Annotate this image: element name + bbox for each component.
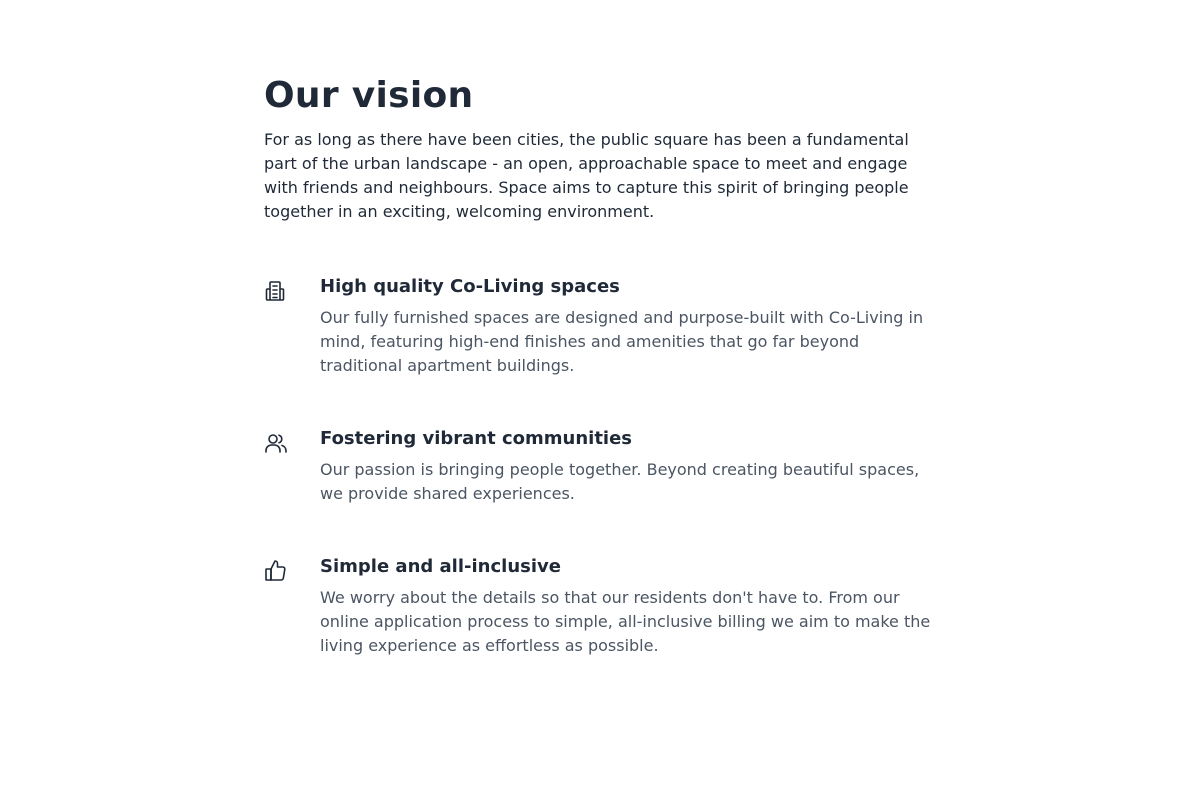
feature-list	[264, 274, 936, 658]
thumbs-up-icon	[264, 559, 288, 583]
feature-description: Our fully furnished spaces are designed and purpose-built with Co-Living in mind, featuring high-end finishes and amenities that go far beyond traditional apartment buildings.	[320, 308, 924, 375]
vision-intro: For as long as there have been cities, the public square has been a fundamental part of the urban landscape - an open, approachable space to meet and engage with friends and neighbours. Space aims to capture this spirit of bringing people together in an exciting, welcoming environment.	[264, 130, 909, 221]
feature-item-inclusive	[264, 554, 936, 658]
vision-section	[264, 72, 936, 706]
users-icon	[264, 431, 288, 455]
feature-body	[320, 426, 936, 506]
feature-description: Our passion is bringing people together. Beyond creating beautiful spaces, we provide shared experiences.	[320, 460, 920, 503]
feature-description: We worry about the details so that our residents don't have to. From our online application process to simple, all-inclusive billing we aim to make the living experience as effortless as possible.	[320, 588, 931, 655]
feature-body	[320, 274, 936, 378]
feature-item-communities	[264, 426, 936, 506]
feature-item-coliving	[264, 274, 936, 378]
building-icon	[264, 279, 288, 303]
feature-title: High quality Co-Living spaces	[320, 276, 620, 297]
page-title: Our vision	[264, 75, 474, 116]
feature-title: Fostering vibrant communities	[320, 428, 633, 449]
feature-title: Simple and all-inclusive	[320, 556, 561, 577]
feature-body	[320, 554, 936, 658]
